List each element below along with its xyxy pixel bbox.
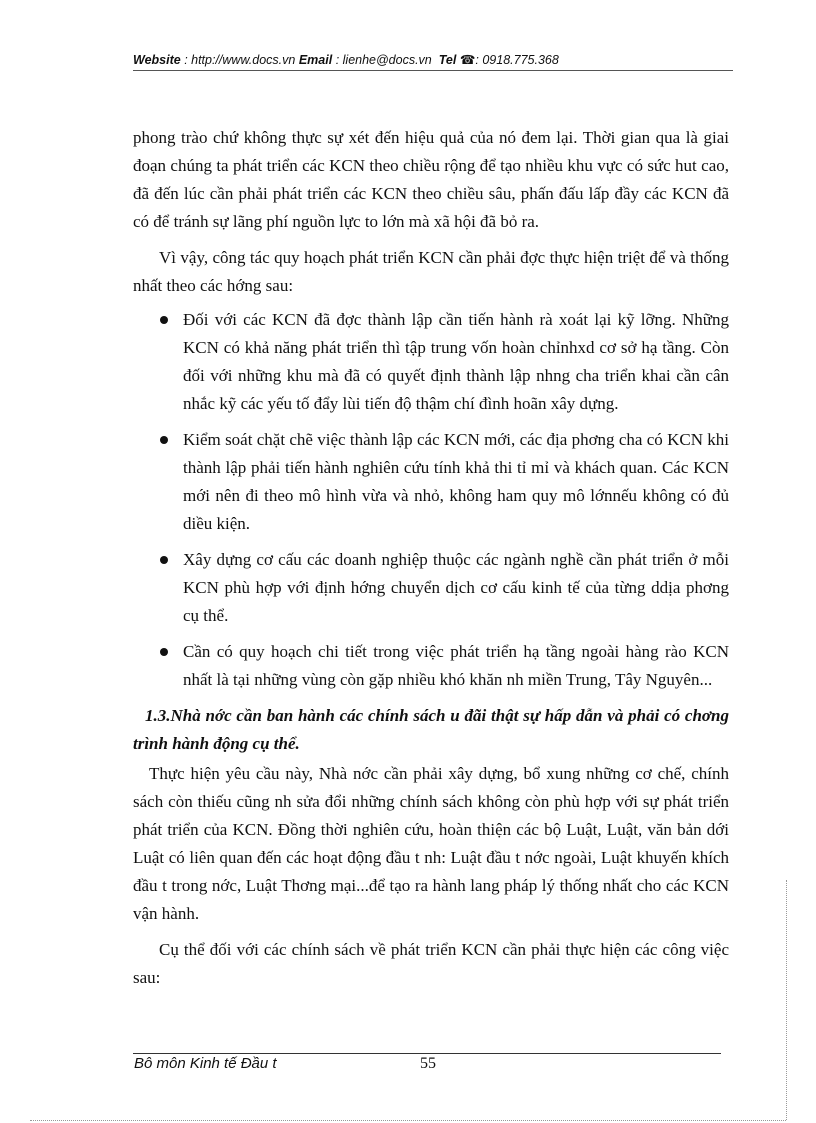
page-border-bottom: [30, 1120, 786, 1121]
tel-label: Tel: [438, 53, 457, 67]
bullet-icon: [160, 648, 168, 656]
list-item: [133, 426, 729, 538]
paragraph-2: Vì vậy, công tác quy hoạch phát triển KCN cần phải đợc thực hiện triệt để và thống nhất theo các hớng sau:: [133, 248, 729, 295]
bullet-list: [133, 306, 729, 694]
tel-value: : 0918.775.368: [475, 53, 559, 67]
page-header: [133, 52, 733, 67]
footer-divider: [133, 1053, 721, 1054]
list-item-text: Cần có quy hoạch chi tiết trong việc phát triển hạ tầng ngoài hàng rào KCN nhất là tại những vùng còn gặp nhiều khó khăn nh miền Trung, Tây Nguyên...: [183, 642, 729, 689]
header-divider: [133, 70, 733, 71]
footer-department: Bô môn Kinh tế Đầu t: [134, 1055, 277, 1072]
paragraph-3: Thực hiện yêu cầu này, Nhà nớc cần phải xây dựng, bổ xung những cơ chế, chính sách còn thiếu cũng nh sửa đổi những chính sách không còn phù hợp với sự phát triển phát triển của KCN. Đồng thời nghiên cứu, hoàn thiện các bộ Luật, Luật, văn bản dới Luật có liên quan đến các hoạt động đầu t nh: Luật đầu t nớc ngoài, Luật khuyến khích đầu t trong nớc, Luật Thơng mại...để tạo ra hành lang pháp lý thống nhất cho các KCN vận hành.: [133, 764, 729, 923]
section-heading: 1.3.Nhà nớc cần ban hành các chính sách u đãi thật sự hấp dẫn và phải có chơng trình hành động cụ thể.: [133, 706, 729, 753]
email-value: : lienhe@docs.vn: [335, 53, 432, 67]
bullet-icon: [160, 556, 168, 564]
page-number: 55: [420, 1055, 436, 1072]
list-item-text: Xây dựng cơ cấu các doanh nghiệp thuộc các ngành nghề cần phát triển ở mỗi KCN phù hợp với định hớng chuyển dịch cơ cấu kinh tế của từng ddịa phơng cụ thể.: [183, 550, 729, 625]
document-body: [133, 124, 729, 992]
email-label: Email: [298, 53, 333, 67]
website-label: Website: [133, 53, 181, 67]
phone-icon: ☎: [459, 53, 476, 67]
bullet-icon: [160, 436, 168, 444]
paragraph-1: phong trào chứ không thực sự xét đến hiệu quả của nó đem lại. Thời gian qua là giai đoạn chúng ta phát triển các KCN theo chiều rộng để tạo nhiều khu vực có sức hut cao, đã đến lúc cần phải phát triển các KCN theo chiều sâu, phấn đấu lấp đầy các KCN đã có để tránh sự lãng phí nguồn lực to lớn mà xã hội đã bỏ ra.: [133, 128, 729, 231]
list-item-text: Đối với các KCN đã đợc thành lập cần tiến hành rà xoát lại kỹ lỡng. Những KCN có khả năng phát triển thì tập trung vốn hoàn chỉnhxd cơ sở hạ tầng. Còn đối với những khu mà đã có quyết định thành lập nhng cha triển khai cần cân nhắc kỹ các yếu tố đẩy lùi tiến độ thậm chí đình hoãn xây dựng.: [183, 310, 729, 413]
list-item-text: Kiểm soát chặt chẽ việc thành lập các KCN mới, các địa phơng cha có KCN khi thành lập phải tiến hành nghiên cứu tính khả thi tỉ mỉ và khách quan. Các KCN mới nên đi theo mô hình vừa và nhỏ, không ham quy mô lớnnếu không có đủ diều kiện.: [183, 430, 729, 533]
list-item: [133, 638, 729, 694]
page-border-right: [786, 880, 787, 1120]
website-value: : http://www.docs.vn: [184, 53, 296, 67]
paragraph-4: Cụ thể đối với các chính sách về phát triển KCN cần phải thực hiện các công việc sau:: [133, 940, 729, 987]
list-item: [133, 546, 729, 630]
bullet-icon: [160, 316, 168, 324]
list-item: [133, 306, 729, 418]
